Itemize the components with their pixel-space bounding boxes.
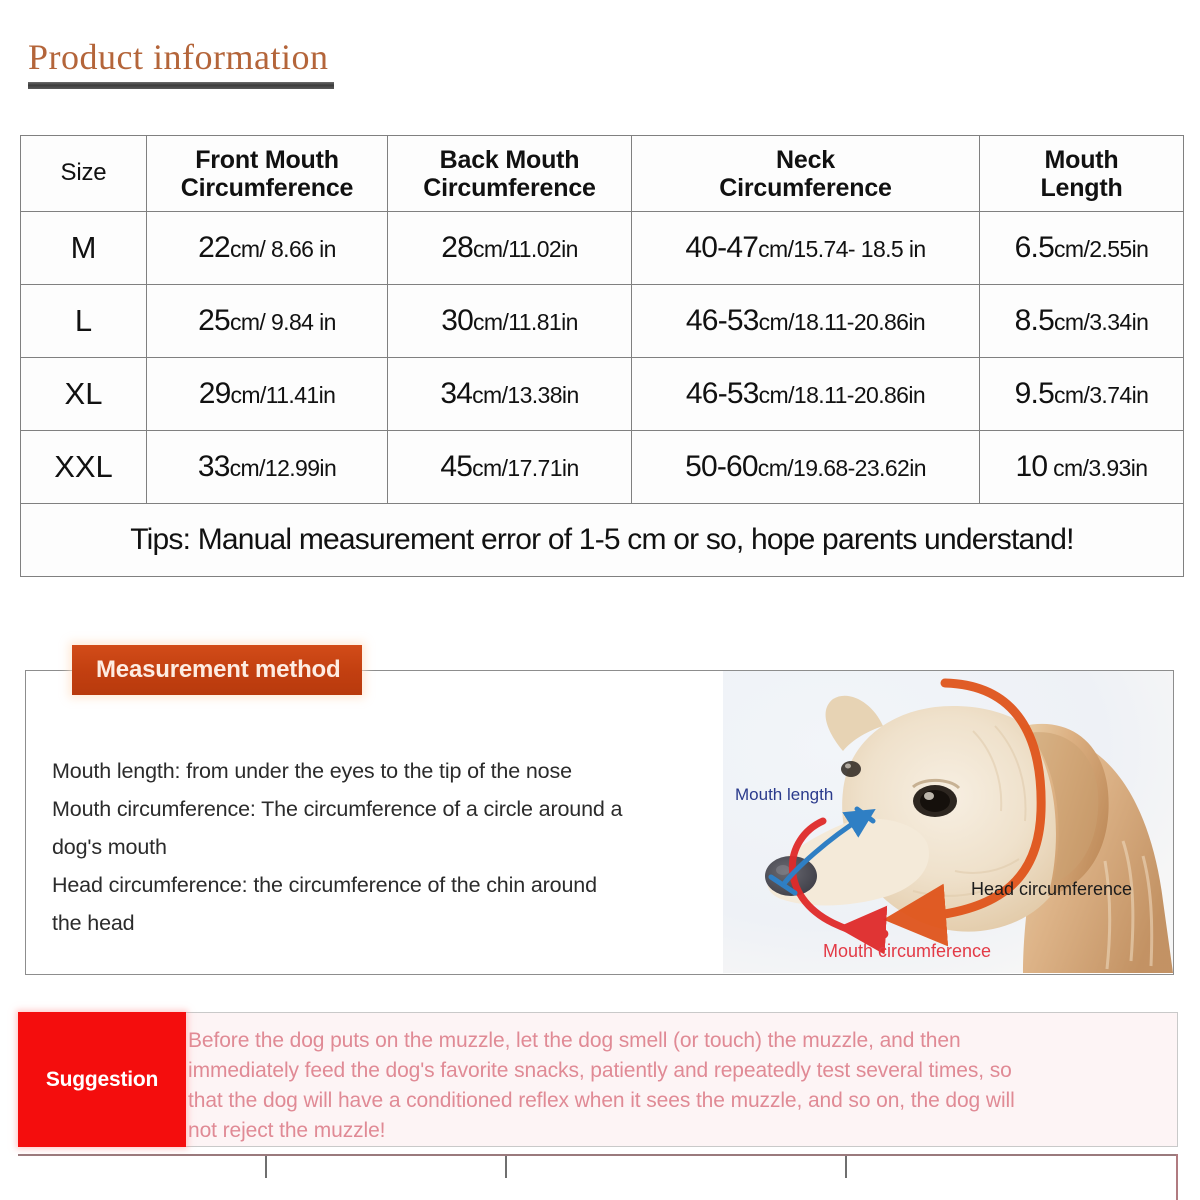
table-row xyxy=(21,431,1184,504)
suggestion-line: not reject the muzzle! xyxy=(188,1119,386,1142)
tips-note: Tips: Manual measurement error of 1-5 cm or so, hope parents understand! xyxy=(21,504,1184,577)
cell-size: L xyxy=(21,285,147,358)
cell-size: XL xyxy=(21,358,147,431)
cell-neck-circumference: 50-60cm/19.68-23.62in xyxy=(632,431,980,504)
column-header-mouth-length: Mouth Length xyxy=(980,136,1184,212)
dog-illustration xyxy=(723,671,1173,973)
description-line: Mouth length: from under the eyes to the tip of the nose xyxy=(52,759,572,783)
description-line: dog's mouth xyxy=(52,835,167,859)
page-title: Product information xyxy=(28,37,329,77)
cell-size: M xyxy=(21,212,147,285)
cell-neck-circumference: 46-53cm/18.11-20.86in xyxy=(632,285,980,358)
description-line: the head xyxy=(52,911,135,935)
cell-back-mouth-circumference: 45cm/17.71in xyxy=(388,431,632,504)
column-header-neck-circumference: Neck Circumference xyxy=(632,136,980,212)
suggestion-line: Before the dog puts on the muzzle, let the dog smell (or touch) the muzzle, and then xyxy=(188,1029,961,1052)
title-underline-rule xyxy=(28,82,334,89)
cell-neck-circumference: 40-47cm/15.74- 18.5 in xyxy=(632,212,980,285)
measurement-method-badge: Measurement method xyxy=(72,645,362,695)
column-header-front-mouth-circumference: Front Mouth Circumference xyxy=(147,136,388,212)
annotation-mouth-length: Mouth length xyxy=(735,785,834,804)
cell-back-mouth-circumference: 34cm/13.38in xyxy=(388,358,632,431)
cell-front-mouth-circumference: 22cm/ 8.66 in xyxy=(147,212,388,285)
next-table-column-divider xyxy=(845,1156,847,1178)
table-row xyxy=(21,212,1184,285)
table-row xyxy=(21,285,1184,358)
description-line: Head circumference: the circumference of the chin around xyxy=(52,873,597,897)
size-chart-table xyxy=(20,135,1184,577)
next-table-column-divider xyxy=(505,1156,507,1178)
suggestion-line: immediately feed the dog's favorite snacks, patiently and repeatedly test several times, so xyxy=(188,1059,1012,1082)
description-line: Mouth circumference: The circumference of a circle around a xyxy=(52,797,623,821)
next-table-right-border xyxy=(1176,1154,1178,1200)
cell-mouth-length: 9.5cm/3.74in xyxy=(980,358,1184,431)
suggestion-line: that the dog will have a conditioned reflex when it sees the muzzle, and so on, the dog will xyxy=(188,1089,1015,1112)
page-title-block xyxy=(28,38,348,89)
cell-neck-circumference: 46-53cm/18.11-20.86in xyxy=(632,358,980,431)
table-row xyxy=(21,358,1184,431)
annotation-head-circumference: Head circumference xyxy=(971,879,1133,899)
cell-mouth-length: 6.5cm/2.55in xyxy=(980,212,1184,285)
annotation-mouth-circumference: Mouth circumference xyxy=(823,941,992,961)
next-table-partial xyxy=(18,1154,1178,1200)
cell-mouth-length: 8.5cm/3.34in xyxy=(980,285,1184,358)
table-header xyxy=(21,136,1184,212)
cell-back-mouth-circumference: 28cm/11.02in xyxy=(388,212,632,285)
next-table-top-border xyxy=(18,1154,1178,1156)
cell-front-mouth-circumference: 29cm/11.41in xyxy=(147,358,388,431)
measurement-method-description xyxy=(52,752,712,942)
dog-reference-photo xyxy=(723,671,1173,973)
cell-size: XXL xyxy=(21,431,147,504)
suggestion-text xyxy=(188,1026,1148,1146)
cell-front-mouth-circumference: 33cm/12.99in xyxy=(147,431,388,504)
suggestion-label-badge: Suggestion xyxy=(18,1012,186,1147)
next-table-column-divider xyxy=(265,1156,267,1178)
table-header-row xyxy=(21,136,1184,212)
column-header-size: Size xyxy=(21,136,147,212)
table-body xyxy=(21,212,1184,577)
cell-front-mouth-circumference: 25cm/ 9.84 in xyxy=(147,285,388,358)
table-tips-row xyxy=(21,504,1184,577)
cell-back-mouth-circumference: 30cm/11.81in xyxy=(388,285,632,358)
column-header-back-mouth-circumference: Back Mouth Circumference xyxy=(388,136,632,212)
cell-mouth-length: 10 cm/3.93in xyxy=(980,431,1184,504)
